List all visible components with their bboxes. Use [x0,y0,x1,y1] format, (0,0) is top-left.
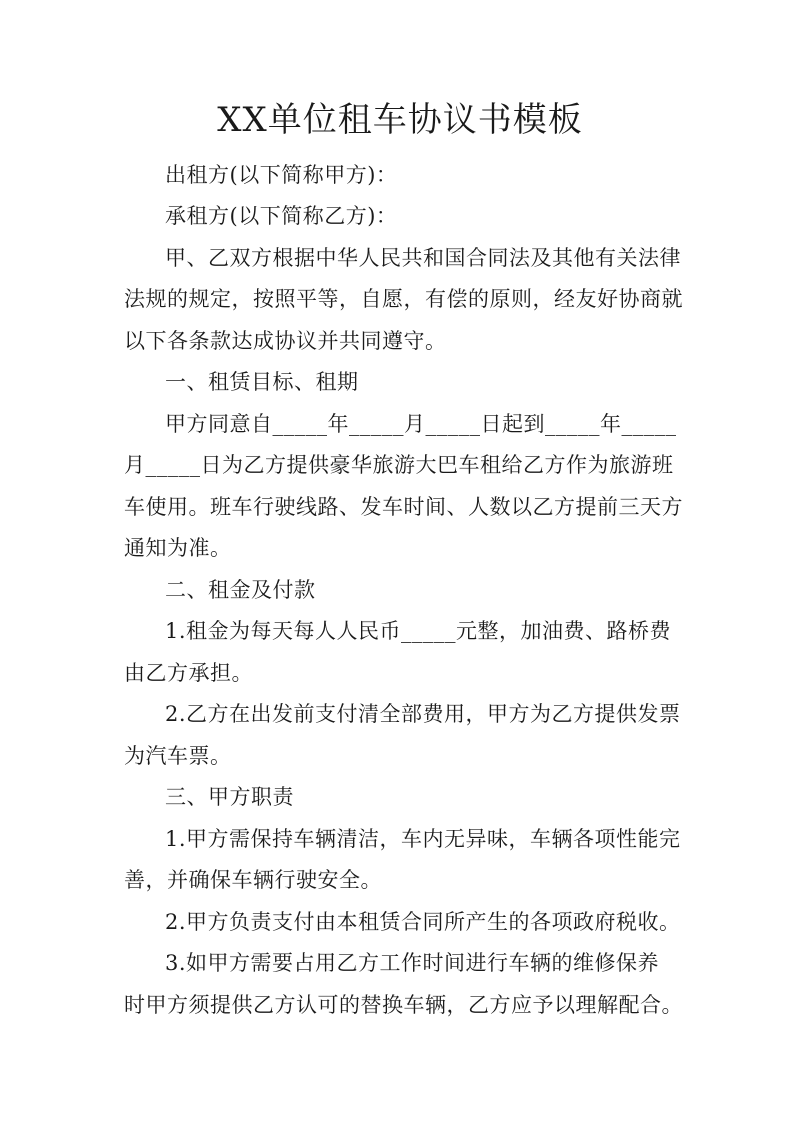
section-1-line-1: 甲方同意自_____年_____月_____日起到_____年_____ [165,412,677,436]
section-1-line-3: 车使用。班车行驶线路、发车时间、人数以乙方提前三天方 [124,495,683,519]
section-3-item-1-line-1: 1.甲方需保持车辆清洁，车内无异味，车辆各项性能完 [165,827,681,851]
section-1-line-4: 通知为准。 [124,536,232,560]
section-2-item-1-line-1: 1.租金为每天每人人民币_____元整，加油费、路桥费 [165,619,672,643]
document-title: XX单位租车协议书模板 [217,100,583,140]
section-3-item-2-line-1: 2.甲方负责支付由本租赁合同所产生的各项政府税收。 [165,910,681,934]
preamble-line-2: 法规的规定，按照平等，自愿，有偿的原则，经友好协商就 [124,287,683,311]
section-3-item-3-line-1: 3.如甲方需要占用乙方工作时间进行车辆的维修保养 [165,951,660,975]
section-3-heading: 三、甲方职责 [165,785,294,809]
section-2-item-1-line-2: 由乙方承担。 [124,661,253,685]
section-1-line-2: 月_____日为乙方提供豪华旅游大巴车租给乙方作为旅游班 [124,453,674,477]
section-3-item-1-line-2: 善，并确保车辆行驶安全。 [124,868,382,892]
preamble-line-1: 甲、乙双方根据中华人民共和国合同法及其他有关法律 [165,246,681,270]
section-3-item-3-line-2: 时甲方须提供乙方认可的替换车辆，乙方应予以理解配合。 [124,993,683,1017]
section-2-item-2-line-1: 2.乙方在出发前支付清全部费用，甲方为乙方提供发票 [165,702,681,726]
preamble-line-3: 以下各条款达成协议并共同遵守。 [124,329,447,353]
section-2-item-2-line-2: 为汽车票。 [124,744,232,768]
party-b-line: 承租方(以下简称乙方)： [165,204,398,228]
section-1-heading: 一、租赁目标、租期 [165,370,359,394]
party-a-line: 出租方(以下简称甲方)： [165,163,398,187]
section-2-heading: 二、租金及付款 [165,578,316,602]
